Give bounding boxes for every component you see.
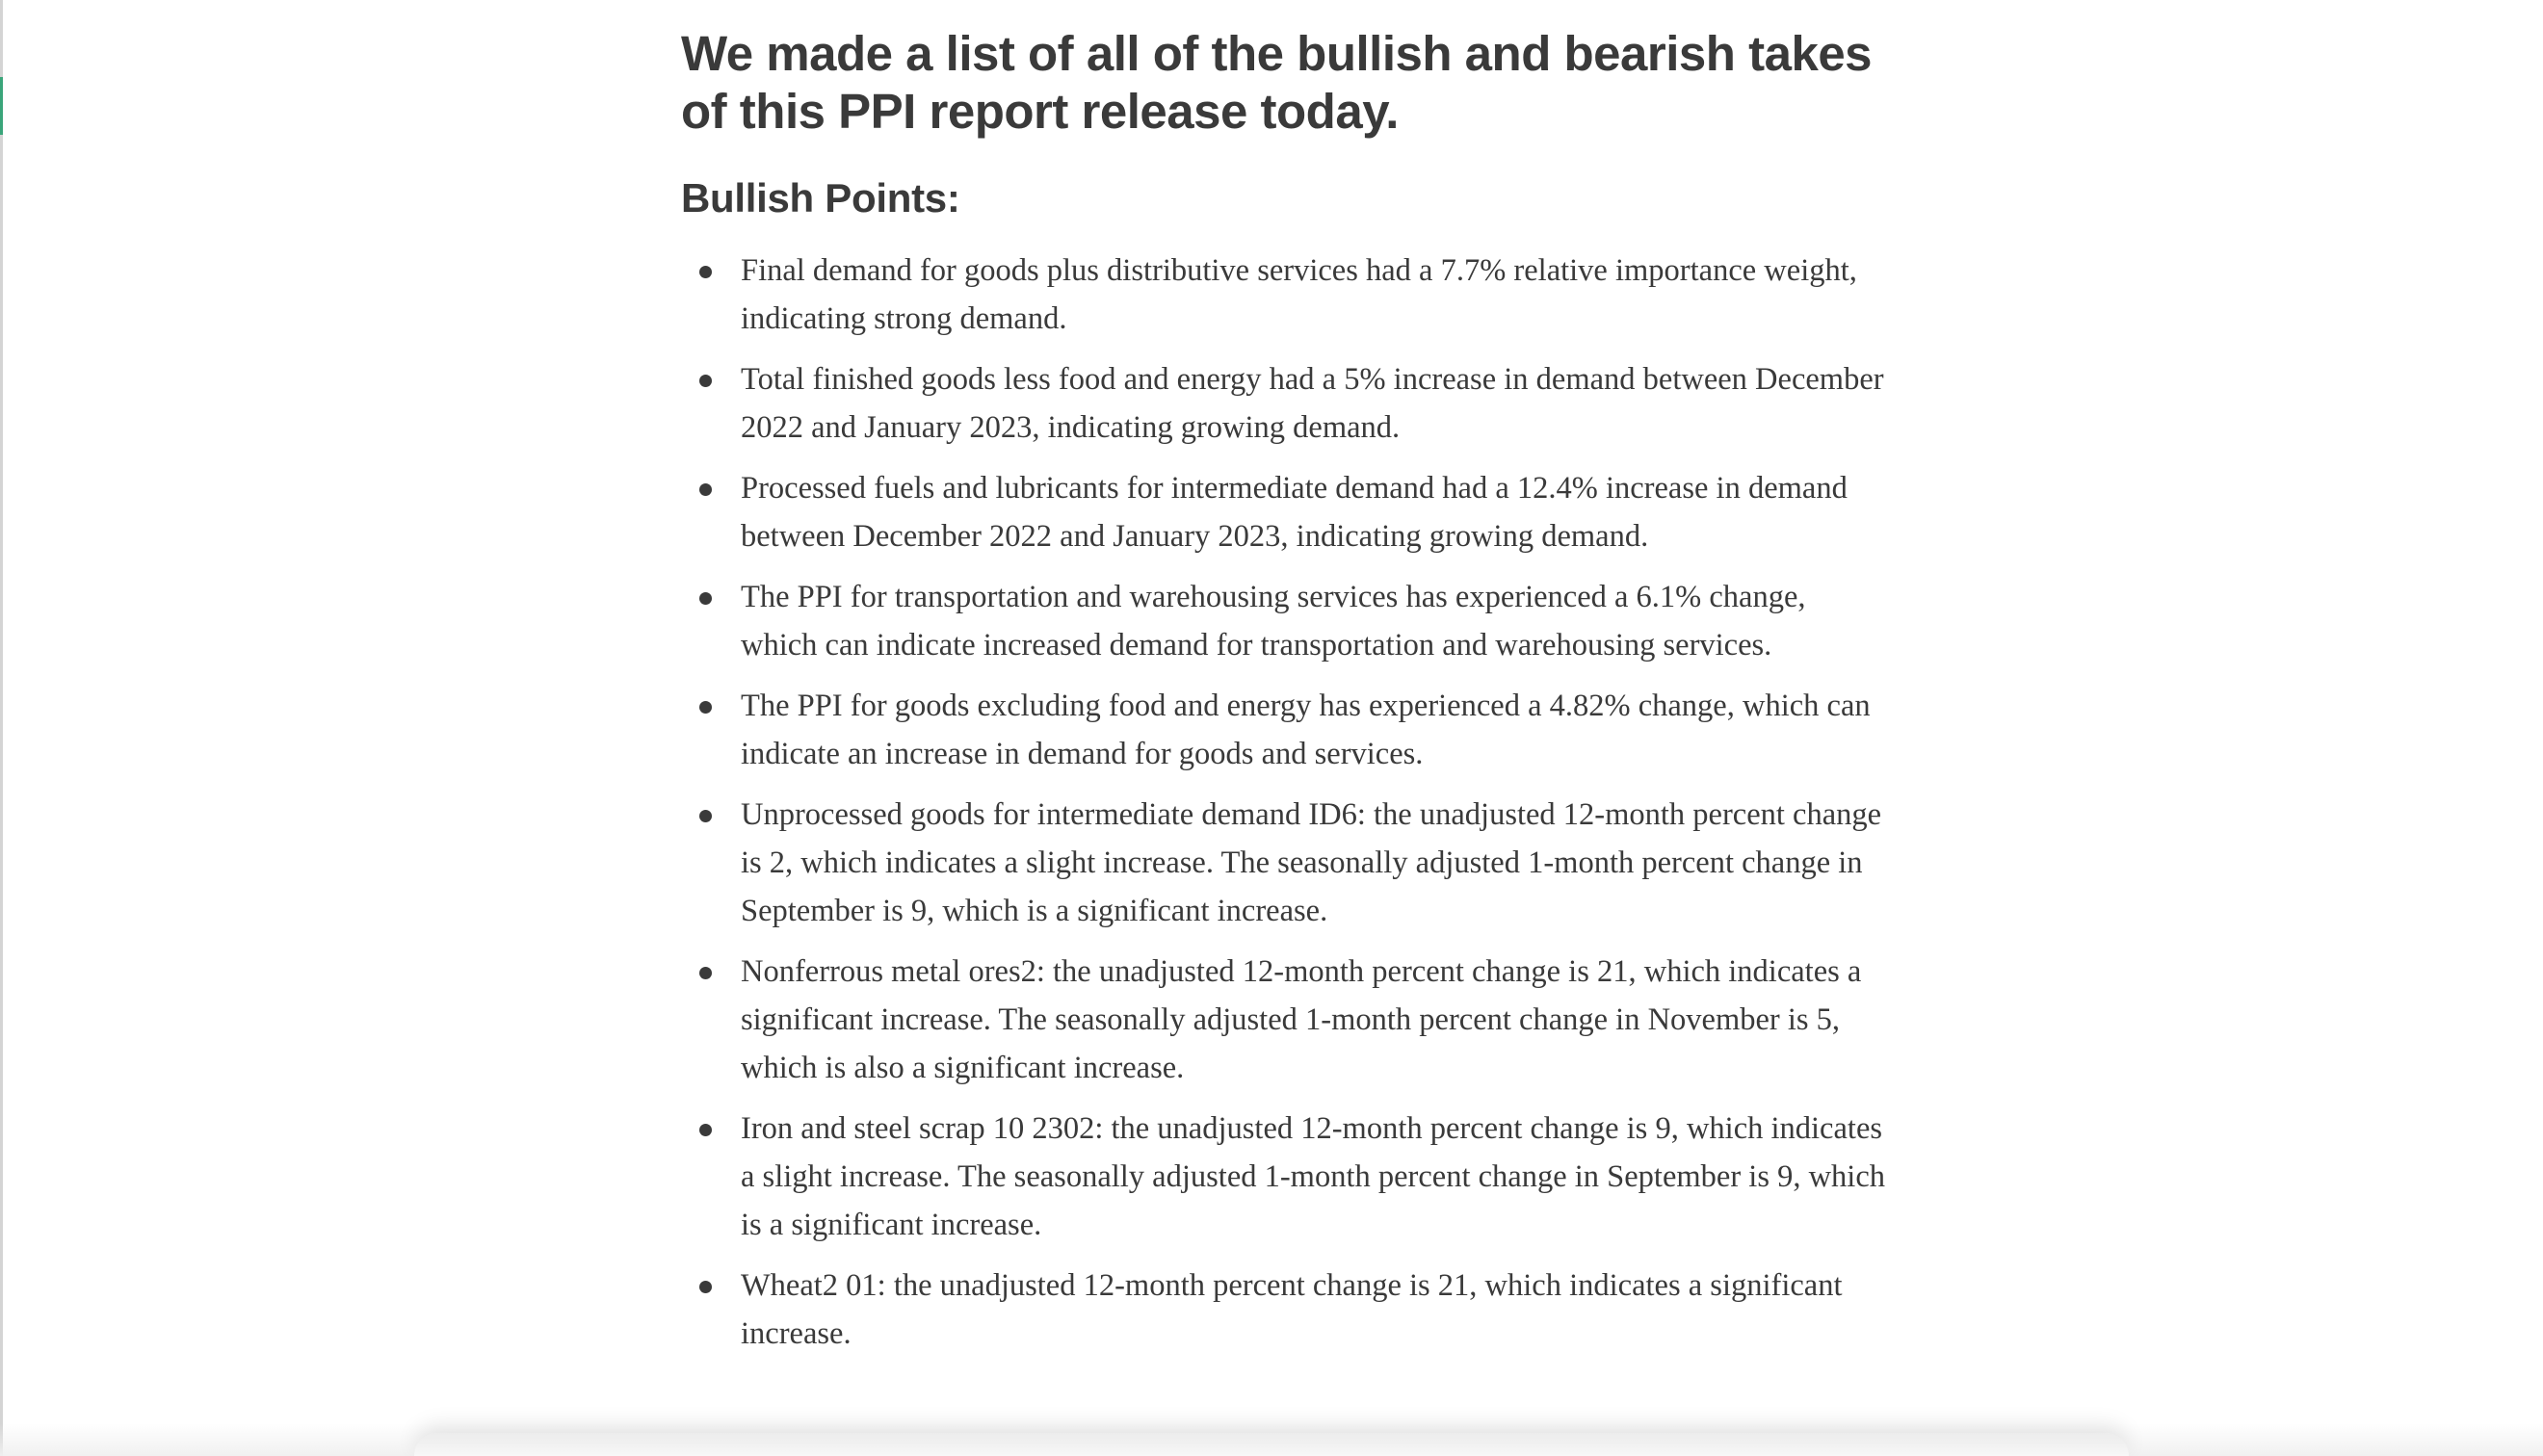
- list-item-text: Processed fuels and lubricants for intermediate demand had a 12.4% increase in demand between December 2022 and January 2023, indicating growing demand.: [741, 471, 1848, 554]
- bullet-icon: [699, 592, 712, 605]
- window-left-edge: [0, 0, 3, 1456]
- list-item-text: The PPI for goods excluding food and energy has experienced a 4.82% change, which can indicate an increase in demand for goods and services.: [741, 689, 1871, 771]
- bottom-floating-panel-edge: [414, 1433, 2129, 1456]
- list-item: [681, 791, 1885, 935]
- page-title: We made a list of all of the bullish and bearish takes of this PPI report release today.: [681, 26, 1873, 139]
- bullet-icon: [699, 810, 712, 822]
- bullet-icon: [699, 483, 712, 496]
- list-item-text: Wheat2 01: the unadjusted 12-month percent change is 21, which indicates a significant increase.: [741, 1268, 1843, 1351]
- window-edge-accent: [0, 77, 3, 135]
- list-item-text: The PPI for transportation and warehousing services has experienced a 6.1% change, which can indicate increased demand for transportation and warehousing services.: [741, 580, 1806, 663]
- list-item: [681, 247, 1885, 343]
- list-item-text: Nonferrous metal ores2: the unadjusted 12-month percent change is 21, which indicates a significant increase. The seasonally adjusted 1-month percent change in November is 5, which is also a significant increase.: [741, 954, 1862, 1085]
- bottom-overlay-shadow: [0, 1423, 2543, 1456]
- list-item: [681, 1261, 1885, 1358]
- bullet-icon: [699, 967, 712, 979]
- list-item: [681, 464, 1885, 560]
- bullet-icon: [699, 266, 712, 278]
- list-item: [681, 1105, 1885, 1249]
- list-item-text: Unprocessed goods for intermediate demand ID6: the unadjusted 12-month percent change is 2, which indicates a slight increase. The seasonally adjusted 1-month percent change in September is 9, which is a significant increase.: [741, 797, 1882, 928]
- list-item-text: Iron and steel scrap 10 2302: the unadjusted 12-month percent change is 9, which indicates a slight increase. The seasonally adjusted 1-month percent change in September is 9, which is a significant increase.: [741, 1111, 1886, 1242]
- document-content: [681, 25, 1885, 1370]
- bullet-icon: [699, 701, 712, 714]
- bullish-points-list: [681, 247, 1885, 1358]
- bullet-icon: [699, 375, 712, 387]
- list-item: [681, 355, 1885, 452]
- bullet-icon: [699, 1281, 712, 1293]
- list-item: [681, 948, 1885, 1092]
- list-item-text: Final demand for goods plus distributive services had a 7.7% relative importance weight, indicating strong demand.: [741, 253, 1857, 336]
- list-item-text: Total finished goods less food and energy had a 5% increase in demand between December 2022 and January 2023, indicating growing demand.: [741, 362, 1884, 445]
- list-item: [681, 682, 1885, 778]
- bullish-points-heading: Bullish Points:: [681, 175, 960, 221]
- bullet-icon: [699, 1124, 712, 1136]
- list-item: [681, 573, 1885, 669]
